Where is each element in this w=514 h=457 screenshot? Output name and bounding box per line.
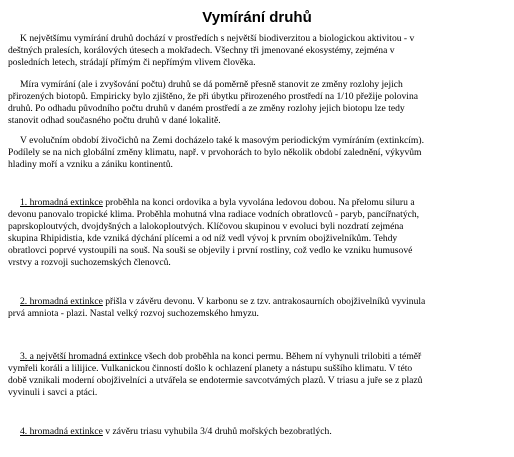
text-line: devonu panovalo tropické klima. Proběhla mohutná vlna radiace vodních obratlovců - paryb, pancířnatých,	[8, 209, 420, 220]
text-line: vymřeli koráli a lilijice. Vulkanickou činností došlo k ochlazení planety a nástupu suššího klimatu. V této	[8, 363, 413, 374]
text-run: všech dob proběhla na konci permu. Během ní vyhynuli trilobiti a téměř	[141, 351, 422, 362]
text-line: obratlovci poprvé vystoupili na souš. Na souši se objevily i první rostliny, což vedlo ke vzniku humusové	[8, 245, 413, 256]
text-line: Míra vymírání (ale i zvyšování počtu) druhů se dá poměrně přesně stanovit ze změny rozlohy jejich	[20, 79, 403, 90]
extinction-4-paragraph	[8, 426, 510, 438]
text-line	[8, 197, 510, 209]
text-line: druhů. Po odhadu původního počtu druhů v daném prostředí a ze změny rozlohy jejich biotopu lze tedy	[8, 103, 405, 114]
text-line: vrstvy a rozvoji suchozemských členovců.	[8, 257, 171, 268]
extinction-3-paragraph	[8, 351, 510, 399]
text-line	[8, 351, 510, 363]
extinction-1-paragraph	[8, 197, 510, 269]
extinction-rate-paragraph	[8, 79, 510, 127]
extinction-3-label: 3. a největší hromadná extinkce	[20, 351, 142, 362]
text-line: skupina Rhipidistia, kde vzniká dýchání plícemi a od níž vedl vývoj k prvním obojživelníkům. Tehdy	[8, 233, 398, 244]
text-line: vyvinuli i savci a ptáci.	[8, 387, 98, 398]
extinction-2-label: 2. hromadná extinkce	[20, 296, 103, 307]
extinction-4-label: 4. hromadná extinkce	[20, 426, 103, 437]
text-line: V evolučním období živočichů na Zemi docházelo také k masovým periodickým vymíráním (extinkcím).	[20, 135, 424, 146]
text-line: paprskoploutvých, dvojdyšných a lalokoploutvých. Klíčovou skupinou v evoluci byli nozdratí zejména	[8, 221, 404, 232]
text-run: přišla v závěru devonu. V karbonu se z tzv. antrakosaurních obojživelníků vyvinula	[102, 296, 426, 307]
text-line: deštných pralesích, korálových útesech a mokřadech. Všechny tři jmenované ekosystémy, zejména v	[8, 45, 395, 56]
extinction-2-paragraph	[8, 296, 510, 320]
extinction-1-label: 1. hromadná extinkce	[20, 197, 103, 208]
text-line: Podílely se na nich globální změny klimatu, např. v prvohorách to bylo několik období zalednění, výkyvům	[8, 147, 422, 158]
text-line: posledních letech, strádají přímým či nepřímým vlivem člověka.	[8, 57, 256, 68]
intro-paragraph	[8, 33, 510, 69]
page-title: Vymírání druhů	[202, 9, 312, 26]
text-line: hladiny moří a vzniku a zániku kontinentů.	[8, 159, 173, 170]
text-line	[8, 426, 510, 438]
evolution-paragraph	[8, 135, 510, 171]
text-line: přirozených biotopů. Empiricky bylo zjištěno, že při úbytku přirozeného prostředí na 1/10 přežije polovina	[8, 91, 419, 102]
text-line	[8, 296, 510, 308]
text-run: proběhla na konci ordovika a byla vyvolána ledovou dobou. Na přelomu siluru a	[102, 197, 415, 208]
text-line: prvá amniota - plazi. Nastal velký rozvoj suchozemského hmyzu.	[8, 308, 259, 319]
text-line: době vznikali moderní obojživelníci a utvářela se endotermie savcotvámých plazů. V triasu a juře se z plazů	[8, 375, 423, 386]
text-line: stanovit odhad současného počtu druhů v dané lokalitě.	[8, 115, 221, 126]
text-line: K největšímu vymírání druhů dochází v prostředích s největší biodiverzitou a biologickou aktivitou - v	[20, 33, 415, 44]
text-run: v závěru triasu vyhubila 3/4 druhů mořských bezobratlých.	[102, 426, 332, 437]
